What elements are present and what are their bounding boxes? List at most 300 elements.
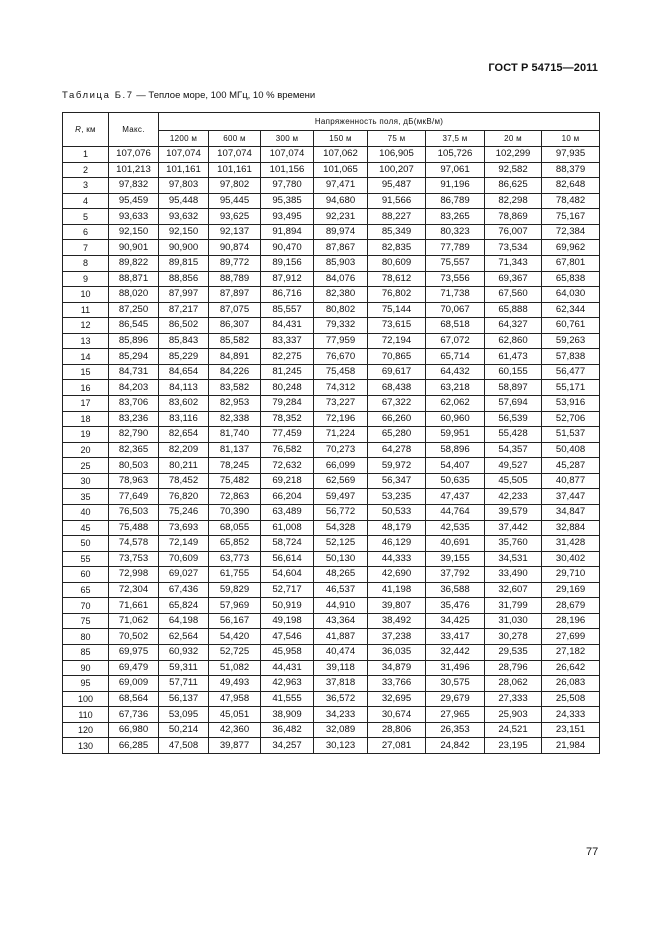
value-cell: 27,333: [485, 691, 542, 707]
value-cell: 34,233: [314, 707, 368, 723]
value-cell: 74,312: [314, 380, 368, 396]
value-cell: 45,958: [261, 645, 314, 661]
value-cell: 94,680: [314, 193, 368, 209]
value-cell: 25,903: [485, 707, 542, 723]
value-cell: 92,150: [159, 224, 209, 240]
value-cell: 87,075: [209, 302, 261, 318]
value-cell: 47,546: [261, 629, 314, 645]
distance-cell: 95: [63, 676, 109, 692]
table-row: [63, 162, 600, 178]
value-cell: 42,690: [368, 567, 426, 583]
value-cell: 69,367: [485, 271, 542, 287]
value-cell: 49,198: [261, 613, 314, 629]
max-value-cell: 66,980: [109, 722, 159, 738]
value-cell: 72,149: [159, 536, 209, 552]
value-cell: 56,477: [542, 364, 600, 380]
table-row: [63, 551, 600, 567]
value-cell: 48,265: [314, 567, 368, 583]
value-cell: 65,714: [426, 349, 485, 365]
value-cell: 54,604: [261, 567, 314, 583]
column-header-height: 600 м: [209, 131, 261, 147]
value-cell: 66,204: [261, 489, 314, 505]
value-cell: 34,879: [368, 660, 426, 676]
column-header-height: 10 м: [542, 131, 600, 147]
value-cell: 35,760: [485, 536, 542, 552]
value-cell: 90,874: [209, 240, 261, 256]
value-cell: 28,679: [542, 598, 600, 614]
value-cell: 30,123: [314, 738, 368, 754]
max-value-cell: 86,545: [109, 318, 159, 334]
value-cell: 85,349: [368, 224, 426, 240]
value-cell: 84,431: [261, 318, 314, 334]
max-value-cell: 67,736: [109, 707, 159, 723]
value-cell: 32,442: [426, 645, 485, 661]
distance-cell: 15: [63, 364, 109, 380]
value-cell: 86,502: [159, 318, 209, 334]
value-cell: 78,352: [261, 411, 314, 427]
value-cell: 32,089: [314, 722, 368, 738]
column-header-max: Макс.: [109, 113, 159, 147]
value-cell: 59,972: [368, 458, 426, 474]
column-header-height: 150 м: [314, 131, 368, 147]
value-cell: 73,556: [426, 271, 485, 287]
max-value-cell: 80,503: [109, 458, 159, 474]
max-value-cell: 82,365: [109, 442, 159, 458]
value-cell: 67,801: [542, 255, 600, 271]
value-cell: 62,062: [426, 396, 485, 412]
value-cell: 83,116: [159, 411, 209, 427]
value-cell: 38,909: [261, 707, 314, 723]
value-cell: 89,772: [209, 255, 261, 271]
value-cell: 56,137: [159, 691, 209, 707]
value-cell: 97,802: [209, 178, 261, 194]
value-cell: 34,257: [261, 738, 314, 754]
table-row: [63, 660, 600, 676]
value-cell: 31,428: [542, 536, 600, 552]
value-cell: 82,654: [159, 427, 209, 443]
distance-cell: 40: [63, 504, 109, 520]
max-value-cell: 69,009: [109, 676, 159, 692]
max-value-cell: 75,488: [109, 520, 159, 536]
value-cell: 54,328: [314, 520, 368, 536]
value-cell: 88,227: [368, 209, 426, 225]
value-cell: 86,716: [261, 287, 314, 303]
value-cell: 42,233: [485, 489, 542, 505]
value-cell: 65,824: [159, 598, 209, 614]
value-cell: 97,935: [542, 147, 600, 163]
distance-cell: 1: [63, 147, 109, 163]
value-cell: 49,527: [485, 458, 542, 474]
distance-cell: 65: [63, 582, 109, 598]
value-cell: 82,380: [314, 287, 368, 303]
value-cell: 95,487: [368, 178, 426, 194]
max-value-cell: 77,649: [109, 489, 159, 505]
table-row: [63, 271, 600, 287]
table-row: [63, 520, 600, 536]
value-cell: 23,151: [542, 722, 600, 738]
value-cell: 67,072: [426, 333, 485, 349]
value-cell: 59,829: [209, 582, 261, 598]
distance-cell: 55: [63, 551, 109, 567]
column-header-height: 75 м: [368, 131, 426, 147]
value-cell: 67,322: [368, 396, 426, 412]
value-cell: 101,065: [314, 162, 368, 178]
value-cell: 31,799: [485, 598, 542, 614]
value-cell: 69,962: [542, 240, 600, 256]
value-cell: 62,860: [485, 333, 542, 349]
value-cell: 82,298: [485, 193, 542, 209]
value-cell: 59,951: [426, 427, 485, 443]
table-row: [63, 427, 600, 443]
distance-cell: 5: [63, 209, 109, 225]
column-header-height: 1200 м: [159, 131, 209, 147]
value-cell: 40,877: [542, 473, 600, 489]
value-cell: 77,789: [426, 240, 485, 256]
table-row: [63, 458, 600, 474]
value-cell: 82,648: [542, 178, 600, 194]
max-value-cell: 73,753: [109, 551, 159, 567]
value-cell: 85,557: [261, 302, 314, 318]
table-row: [63, 333, 600, 349]
value-cell: 60,155: [485, 364, 542, 380]
value-cell: 68,055: [209, 520, 261, 536]
value-cell: 52,125: [314, 536, 368, 552]
value-cell: 64,198: [159, 613, 209, 629]
table-row: [63, 504, 600, 520]
value-cell: 50,533: [368, 504, 426, 520]
value-cell: 49,493: [209, 676, 261, 692]
value-cell: 61,473: [485, 349, 542, 365]
value-cell: 62,569: [314, 473, 368, 489]
value-cell: 88,789: [209, 271, 261, 287]
max-value-cell: 101,213: [109, 162, 159, 178]
max-value-cell: 83,236: [109, 411, 159, 427]
distance-cell: 130: [63, 738, 109, 754]
distance-cell: 19: [63, 427, 109, 443]
table-row: [63, 349, 600, 365]
max-value-cell: 95,459: [109, 193, 159, 209]
distance-cell: 80: [63, 629, 109, 645]
value-cell: 85,903: [314, 255, 368, 271]
max-value-cell: 90,901: [109, 240, 159, 256]
value-cell: 61,755: [209, 567, 261, 583]
value-cell: 33,490: [485, 567, 542, 583]
table-row: [63, 318, 600, 334]
value-cell: 73,693: [159, 520, 209, 536]
value-cell: 58,896: [426, 442, 485, 458]
field-strength-table: [62, 112, 600, 754]
table-row: [63, 613, 600, 629]
value-cell: 63,218: [426, 380, 485, 396]
value-cell: 84,891: [209, 349, 261, 365]
value-cell: 37,442: [485, 520, 542, 536]
value-cell: 40,474: [314, 645, 368, 661]
value-cell: 23,195: [485, 738, 542, 754]
value-cell: 92,231: [314, 209, 368, 225]
value-cell: 54,407: [426, 458, 485, 474]
value-cell: 39,877: [209, 738, 261, 754]
value-cell: 80,323: [426, 224, 485, 240]
value-cell: 35,476: [426, 598, 485, 614]
value-cell: 52,725: [209, 645, 261, 661]
value-cell: 31,030: [485, 613, 542, 629]
value-cell: 40,691: [426, 536, 485, 552]
value-cell: 29,710: [542, 567, 600, 583]
max-value-cell: 84,731: [109, 364, 159, 380]
max-value-cell: 72,304: [109, 582, 159, 598]
max-value-cell: 93,633: [109, 209, 159, 225]
table-row: [63, 676, 600, 692]
value-cell: 87,997: [159, 287, 209, 303]
table-row: [63, 691, 600, 707]
value-cell: 56,347: [368, 473, 426, 489]
distance-cell: 12: [63, 318, 109, 334]
table-row: [63, 645, 600, 661]
value-cell: 76,802: [368, 287, 426, 303]
distance-cell: 2: [63, 162, 109, 178]
max-value-cell: 71,661: [109, 598, 159, 614]
value-cell: 86,625: [485, 178, 542, 194]
value-cell: 47,958: [209, 691, 261, 707]
value-cell: 62,344: [542, 302, 600, 318]
value-cell: 107,074: [261, 147, 314, 163]
max-value-cell: 69,479: [109, 660, 159, 676]
value-cell: 37,447: [542, 489, 600, 505]
distance-cell: 60: [63, 567, 109, 583]
table-row: [63, 722, 600, 738]
value-cell: 58,724: [261, 536, 314, 552]
table-row: [63, 364, 600, 380]
value-cell: 97,471: [314, 178, 368, 194]
max-value-cell: 87,250: [109, 302, 159, 318]
value-cell: 45,505: [485, 473, 542, 489]
distance-cell: 4: [63, 193, 109, 209]
value-cell: 26,083: [542, 676, 600, 692]
value-cell: 67,436: [159, 582, 209, 598]
value-cell: 71,224: [314, 427, 368, 443]
max-value-cell: 107,076: [109, 147, 159, 163]
value-cell: 24,842: [426, 738, 485, 754]
value-cell: 79,332: [314, 318, 368, 334]
value-cell: 59,311: [159, 660, 209, 676]
value-cell: 60,932: [159, 645, 209, 661]
value-cell: 87,897: [209, 287, 261, 303]
value-cell: 78,452: [159, 473, 209, 489]
value-cell: 78,869: [485, 209, 542, 225]
value-cell: 33,766: [368, 676, 426, 692]
value-cell: 69,617: [368, 364, 426, 380]
table-row: [63, 255, 600, 271]
value-cell: 79,284: [261, 396, 314, 412]
table-row: [63, 178, 600, 194]
distance-cell: 45: [63, 520, 109, 536]
value-cell: 26,642: [542, 660, 600, 676]
value-cell: 54,357: [485, 442, 542, 458]
value-cell: 84,113: [159, 380, 209, 396]
table-row: [63, 193, 600, 209]
distance-cell: 100: [63, 691, 109, 707]
value-cell: 28,062: [485, 676, 542, 692]
value-cell: 43,364: [314, 613, 368, 629]
value-cell: 102,299: [485, 147, 542, 163]
max-value-cell: 89,822: [109, 255, 159, 271]
value-cell: 39,807: [368, 598, 426, 614]
max-value-cell: 74,578: [109, 536, 159, 552]
value-cell: 75,167: [542, 209, 600, 225]
value-cell: 106,905: [368, 147, 426, 163]
value-cell: 56,539: [485, 411, 542, 427]
table-row: [63, 396, 600, 412]
value-cell: 83,602: [159, 396, 209, 412]
value-cell: 75,482: [209, 473, 261, 489]
distance-cell: 75: [63, 613, 109, 629]
value-cell: 57,694: [485, 396, 542, 412]
value-cell: 31,496: [426, 660, 485, 676]
distance-cell: 70: [63, 598, 109, 614]
value-cell: 68,518: [426, 318, 485, 334]
distance-cell: 16: [63, 380, 109, 396]
value-cell: 51,082: [209, 660, 261, 676]
table-caption: [62, 90, 315, 101]
value-cell: 50,408: [542, 442, 600, 458]
value-cell: 55,171: [542, 380, 600, 396]
standard-header: ГОСТ Р 54715—2011: [488, 62, 598, 74]
value-cell: 53,095: [159, 707, 209, 723]
value-cell: 85,582: [209, 333, 261, 349]
value-cell: 64,327: [485, 318, 542, 334]
value-cell: 64,030: [542, 287, 600, 303]
distance-cell: 18: [63, 411, 109, 427]
value-cell: 93,495: [261, 209, 314, 225]
value-cell: 95,385: [261, 193, 314, 209]
value-cell: 25,508: [542, 691, 600, 707]
value-cell: 93,625: [209, 209, 261, 225]
value-cell: 101,161: [209, 162, 261, 178]
value-cell: 28,806: [368, 722, 426, 738]
value-cell: 75,557: [426, 255, 485, 271]
distance-cell: 7: [63, 240, 109, 256]
value-cell: 42,963: [261, 676, 314, 692]
value-cell: 66,260: [368, 411, 426, 427]
value-cell: 46,537: [314, 582, 368, 598]
value-cell: 28,196: [542, 613, 600, 629]
value-cell: 32,607: [485, 582, 542, 598]
value-cell: 44,431: [261, 660, 314, 676]
value-cell: 50,635: [426, 473, 485, 489]
value-cell: 52,717: [261, 582, 314, 598]
table-row: [63, 489, 600, 505]
value-cell: 72,194: [368, 333, 426, 349]
distance-cell: 25: [63, 458, 109, 474]
value-cell: 89,974: [314, 224, 368, 240]
column-header-distance: R, км: [63, 113, 109, 147]
value-cell: 67,560: [485, 287, 542, 303]
table-row: [63, 380, 600, 396]
value-cell: 36,588: [426, 582, 485, 598]
value-cell: 97,061: [426, 162, 485, 178]
value-cell: 81,137: [209, 442, 261, 458]
table-row: [63, 442, 600, 458]
value-cell: 93,632: [159, 209, 209, 225]
value-cell: 53,916: [542, 396, 600, 412]
value-cell: 60,960: [426, 411, 485, 427]
value-cell: 78,482: [542, 193, 600, 209]
value-cell: 51,537: [542, 427, 600, 443]
value-cell: 27,699: [542, 629, 600, 645]
value-cell: 30,278: [485, 629, 542, 645]
value-cell: 101,156: [261, 162, 314, 178]
value-cell: 58,897: [485, 380, 542, 396]
value-cell: 64,432: [426, 364, 485, 380]
value-cell: 92,137: [209, 224, 261, 240]
value-cell: 59,263: [542, 333, 600, 349]
value-cell: 80,248: [261, 380, 314, 396]
value-cell: 44,333: [368, 551, 426, 567]
value-cell: 75,144: [368, 302, 426, 318]
value-cell: 29,535: [485, 645, 542, 661]
value-cell: 87,867: [314, 240, 368, 256]
value-cell: 87,217: [159, 302, 209, 318]
value-cell: 80,802: [314, 302, 368, 318]
value-cell: 83,582: [209, 380, 261, 396]
value-cell: 24,333: [542, 707, 600, 723]
max-value-cell: 83,706: [109, 396, 159, 412]
value-cell: 42,535: [426, 520, 485, 536]
distance-cell: 50: [63, 536, 109, 552]
distance-cell: 11: [63, 302, 109, 318]
value-cell: 44,910: [314, 598, 368, 614]
max-value-cell: 68,564: [109, 691, 159, 707]
value-cell: 34,847: [542, 504, 600, 520]
value-cell: 63,773: [209, 551, 261, 567]
value-cell: 60,761: [542, 318, 600, 334]
distance-cell: 17: [63, 396, 109, 412]
max-value-cell: 72,998: [109, 567, 159, 583]
max-value-cell: 97,832: [109, 178, 159, 194]
value-cell: 86,789: [426, 193, 485, 209]
value-cell: 65,852: [209, 536, 261, 552]
value-cell: 90,900: [159, 240, 209, 256]
max-value-cell: 71,062: [109, 613, 159, 629]
value-cell: 66,099: [314, 458, 368, 474]
value-cell: 83,265: [426, 209, 485, 225]
value-cell: 63,489: [261, 504, 314, 520]
value-cell: 53,235: [368, 489, 426, 505]
column-header-height: 37,5 м: [426, 131, 485, 147]
value-cell: 37,238: [368, 629, 426, 645]
value-cell: 27,182: [542, 645, 600, 661]
value-cell: 24,521: [485, 722, 542, 738]
value-cell: 47,437: [426, 489, 485, 505]
value-cell: 95,445: [209, 193, 261, 209]
value-cell: 84,226: [209, 364, 261, 380]
value-cell: 34,425: [426, 613, 485, 629]
max-value-cell: 82,790: [109, 427, 159, 443]
value-cell: 34,531: [485, 551, 542, 567]
value-cell: 82,338: [209, 411, 261, 427]
value-cell: 39,118: [314, 660, 368, 676]
value-cell: 107,074: [209, 147, 261, 163]
value-cell: 76,670: [314, 349, 368, 365]
value-cell: 84,654: [159, 364, 209, 380]
value-cell: 33,417: [426, 629, 485, 645]
max-value-cell: 66,285: [109, 738, 159, 754]
max-value-cell: 92,150: [109, 224, 159, 240]
table-caption-label: Таблица Б.7: [62, 90, 134, 101]
value-cell: 76,820: [159, 489, 209, 505]
value-cell: 72,632: [261, 458, 314, 474]
value-cell: 37,818: [314, 676, 368, 692]
